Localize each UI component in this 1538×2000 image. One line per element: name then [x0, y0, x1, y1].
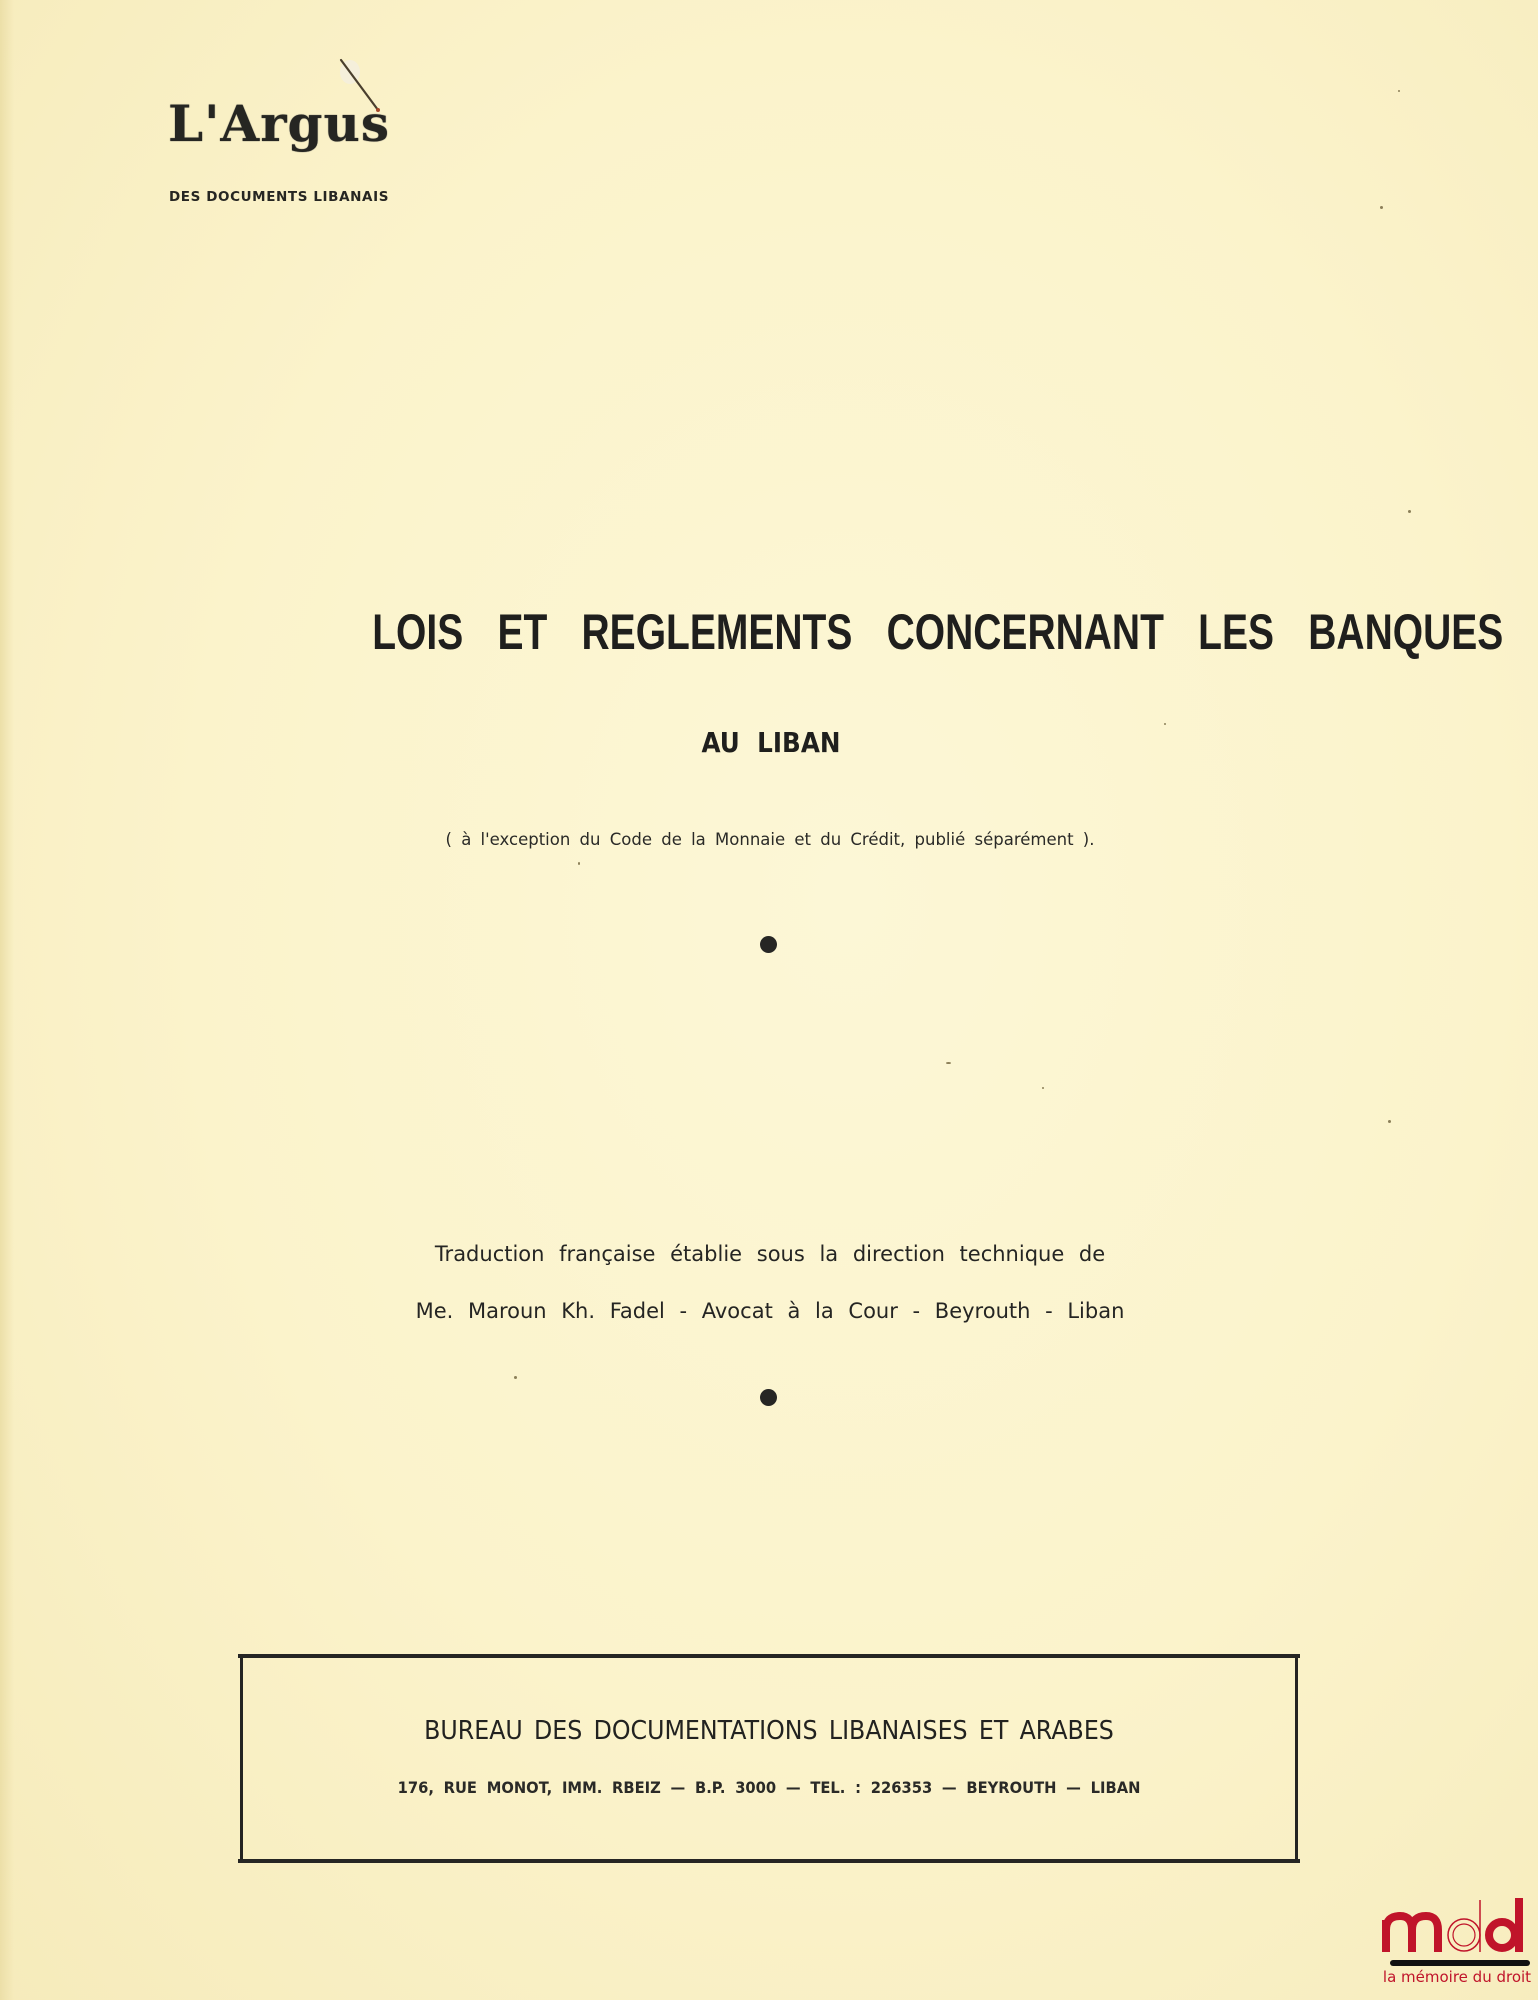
publisher-name: BUREAU DES DOCUMENTATIONS LIBANAISES ET ARABES	[424, 1716, 1114, 1746]
paper-speck	[578, 862, 580, 865]
paper-speck	[1388, 1120, 1391, 1123]
mdd-tagline: la mémoire du droit	[1382, 1968, 1532, 1986]
paper-speck	[1042, 1087, 1044, 1089]
translation-line-1: Traduction française établie sous la direction technique de	[434, 1242, 1106, 1266]
paper-speck	[1408, 510, 1411, 513]
publisher-address: 176, RUE MONOT, IMM. RBEIZ — B.P. 3000 — TEL. : 226353 — BEYROUTH — LIBAN	[397, 1778, 1141, 1797]
paper-speck	[1380, 206, 1383, 209]
document-subtitle: AU LIBAN	[701, 726, 841, 759]
paper-speck	[1164, 723, 1166, 725]
page-edge-shadow	[0, 0, 14, 2000]
publisher-box-top-rule	[238, 1654, 1300, 1658]
translation-line-2: Me. Maroun Kh. Fadel - Avocat à la Cour - Beyrouth - Liban	[415, 1299, 1125, 1323]
translation-credit	[400, 1226, 1140, 1340]
publisher-box-bottom-rule	[238, 1859, 1300, 1863]
masthead-logo-title: L'Argus	[167, 94, 391, 153]
document-note: ( à l'exception du Code de la Monnaie et du Crédit, publié séparément ).	[445, 830, 1095, 849]
paper-speck	[514, 1376, 517, 1379]
publisher-box	[240, 1656, 1298, 1862]
document-title: LOIS ET REGLEMENTS CONCERNANT LES BANQUES	[372, 604, 1504, 660]
masthead-subtitle: DES DOCUMENTS LIBANAIS	[168, 189, 390, 205]
paper-speck	[946, 1062, 951, 1064]
paper-speck	[1398, 90, 1400, 92]
bullet-dot-icon	[760, 1389, 777, 1406]
bullet-dot-icon	[760, 936, 777, 953]
